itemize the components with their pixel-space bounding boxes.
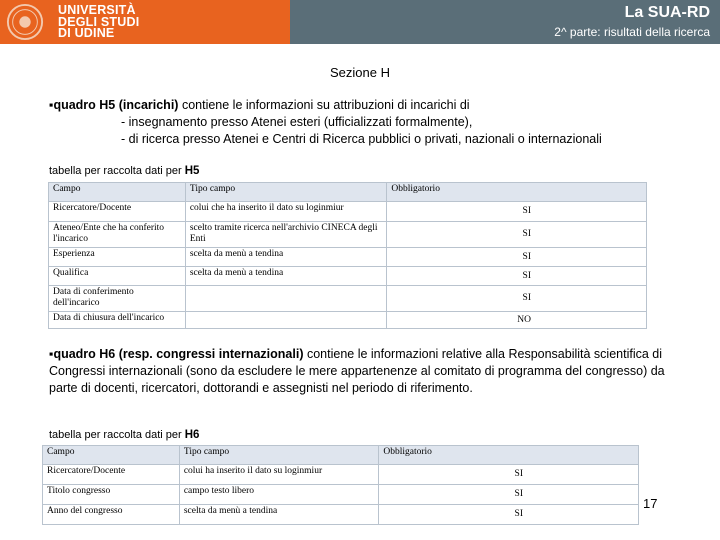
header-obbligatorio: Obbligatorio <box>387 183 647 202</box>
header-tipo-campo: Tipo campo <box>185 183 387 202</box>
cell-campo: Ricercatore/Docente <box>49 202 186 222</box>
cell-campo: Data di conferimento dell'incarico <box>49 286 186 312</box>
cell-tipo: scelto tramite ricerca nell'archivio CINECA degli Enti <box>185 222 387 248</box>
table-row <box>49 248 647 267</box>
caption-code: H6 <box>184 429 200 441</box>
h6-heading: quadro H6 (resp. congressi internazionali) <box>53 347 304 361</box>
header-tipo-campo: Tipo campo <box>179 446 379 465</box>
h6-text: contiene le informazioni relative alla Responsabilità scientifica di Congressi internazionali (sono da escludere le mere appartenenze al comitato di programma del congresso) da parte di docenti, ricercatori, dottorandi e assegnisti nel periodo di riferimento. <box>49 347 665 395</box>
section-title: Sezione H <box>330 65 390 80</box>
cell-obbligatorio: NO <box>387 312 647 329</box>
cell-obbligatorio: SI <box>387 202 647 222</box>
header-obbligatorio: Obbligatorio <box>379 446 639 465</box>
h5-text: contiene le informazioni su attribuzioni di incarichi di <box>178 98 470 112</box>
table-row <box>49 202 647 222</box>
h5-table-caption <box>49 165 199 177</box>
cell-obbligatorio: SI <box>387 222 647 248</box>
page-number: 17 <box>643 496 658 511</box>
cell-obbligatorio: SI <box>387 248 647 267</box>
cell-campo: Qualifica <box>49 267 186 286</box>
table-header-row <box>49 183 647 202</box>
bullet-icon: ▪ <box>49 98 54 112</box>
header-campo: Campo <box>49 183 186 202</box>
cell-obbligatorio: SI <box>379 505 639 525</box>
slide-subtitle: 2^ parte: risultati della ricerca <box>554 25 710 39</box>
cell-campo: Anno del congresso <box>43 505 180 525</box>
cell-tipo: colui che ha inserito il dato su loginmiur <box>185 202 387 222</box>
caption-text: tabella per raccolta dati per <box>49 429 185 441</box>
header-campo: Campo <box>43 446 180 465</box>
h6-table-caption <box>49 429 199 441</box>
cell-tipo <box>185 312 387 329</box>
caption-code: H5 <box>184 165 200 177</box>
logo-text <box>58 5 178 40</box>
table-row <box>49 222 647 248</box>
table-row <box>49 286 647 312</box>
cell-campo: Ateneo/Ente che ha conferito l'incarico <box>49 222 186 248</box>
cell-campo: Esperienza <box>49 248 186 267</box>
bullet-icon: ▪ <box>49 347 54 361</box>
cell-tipo: scelta da menù a tendina <box>185 267 387 286</box>
cell-obbligatorio: SI <box>387 286 647 312</box>
caption-text: tabella per raccolta dati per <box>49 165 185 177</box>
cell-tipo: scelta da menù a tendina <box>179 505 379 525</box>
table-row <box>49 312 647 329</box>
logo-line: DI UDINE <box>58 26 115 40</box>
cell-campo: Titolo congresso <box>43 485 180 505</box>
h6-description <box>49 346 674 397</box>
cell-tipo <box>185 286 387 312</box>
logo-line: DEGLI STUDI <box>58 14 140 29</box>
cell-obbligatorio: SI <box>379 465 639 485</box>
cell-campo: Ricercatore/Docente <box>43 465 180 485</box>
university-seal-icon <box>6 3 44 41</box>
h5-line-3: - di ricerca presso Atenei e Centri di Ricerca pubblici o privati, nazionali o internazionali <box>121 132 602 146</box>
table-row <box>43 465 639 485</box>
cell-tipo: colui ha inserito il dato su loginmiur <box>179 465 379 485</box>
header-bar <box>0 0 720 44</box>
table-row <box>43 505 639 525</box>
slide-title: La SUA-RD <box>624 4 710 21</box>
h5-line-2: - insegnamento presso Atenei esteri (ufficializzati formalmente), <box>121 115 473 129</box>
table-row <box>43 485 639 505</box>
h5-table <box>48 182 647 329</box>
university-logo <box>0 0 290 44</box>
table-row <box>49 267 647 286</box>
cell-tipo: scelta da menù a tendina <box>185 248 387 267</box>
logo-line: UNIVERSITÀ <box>58 3 136 17</box>
h5-description <box>49 97 674 148</box>
cell-tipo: campo testo libero <box>179 485 379 505</box>
h5-heading: quadro H5 (incarichi) <box>53 98 179 112</box>
cell-campo: Data di chiusura dell'incarico <box>49 312 186 329</box>
h6-table <box>42 445 639 525</box>
table-header-row <box>43 446 639 465</box>
cell-obbligatorio: SI <box>379 485 639 505</box>
cell-obbligatorio: SI <box>387 267 647 286</box>
